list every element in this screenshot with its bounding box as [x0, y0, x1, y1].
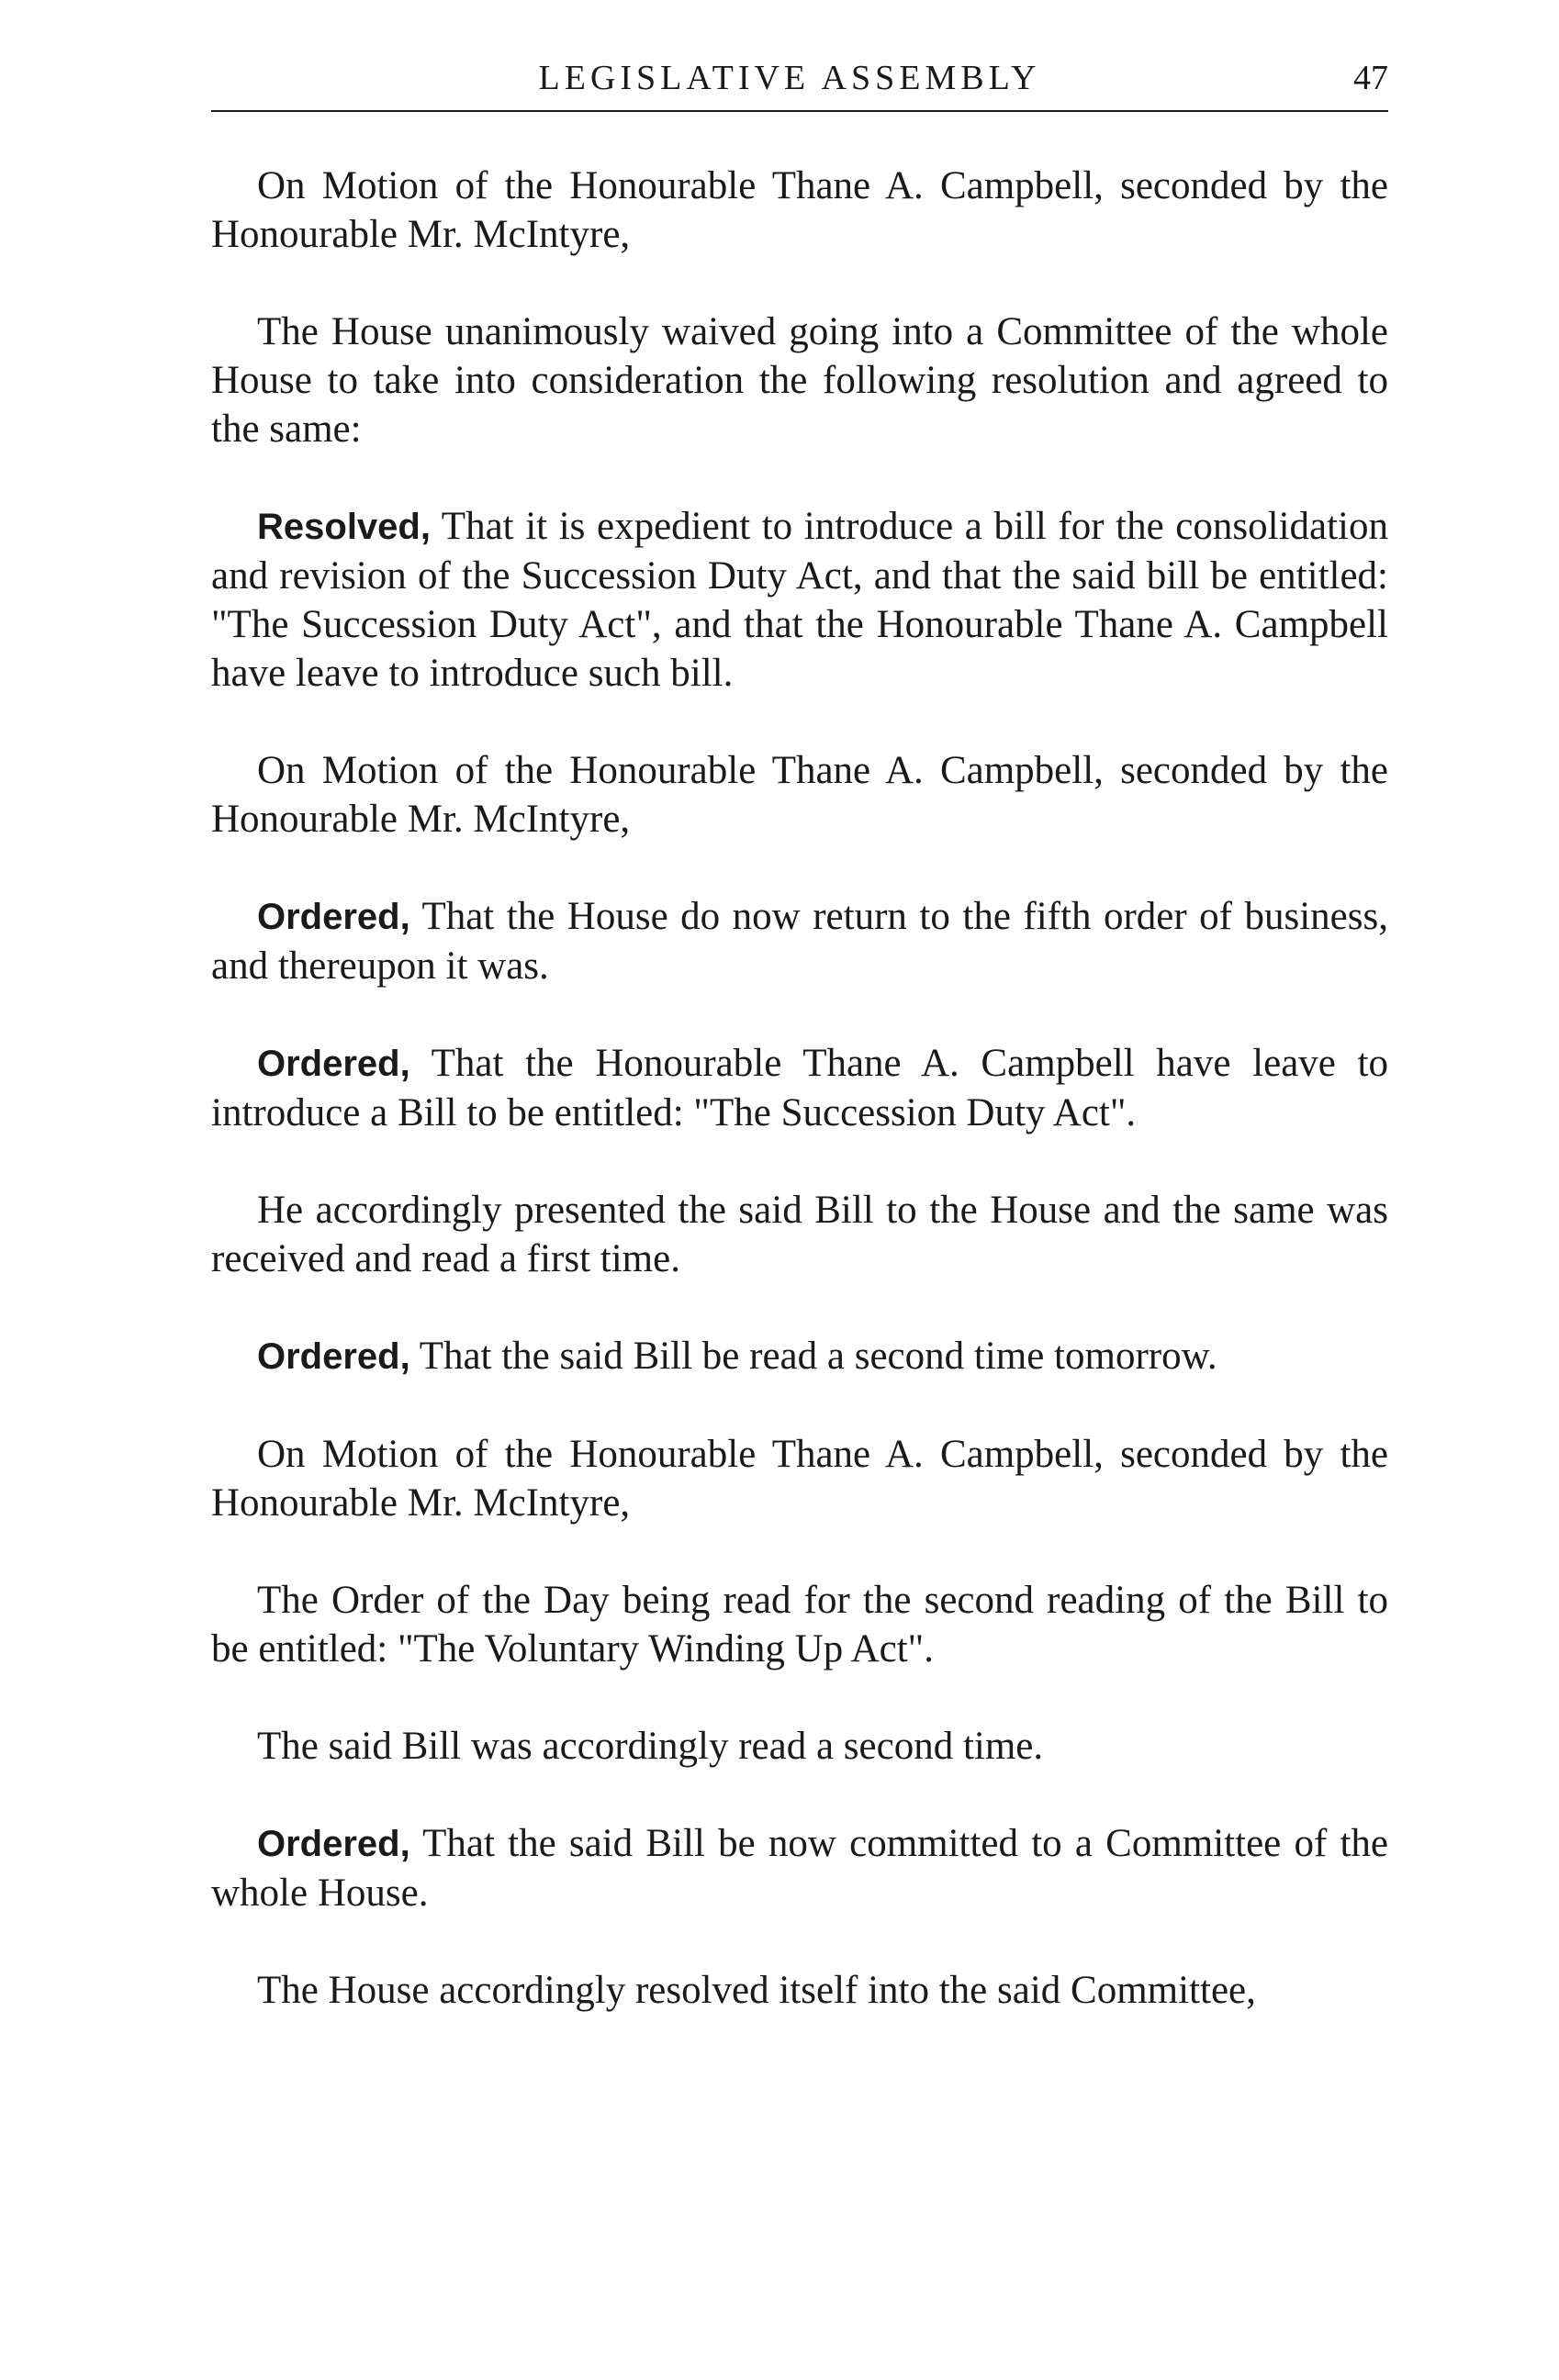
paragraph-text: The House unanimously waived going into a Committee of the whole House to take into consideration the following resolution and agreed to the same: — [211, 310, 1388, 451]
running-head: LEGISLATIVE ASSEMBLY — [538, 59, 1041, 97]
journal-body — [211, 162, 1388, 2063]
paragraph-first-reading — [211, 1186, 1388, 1283]
paragraph-text: On Motion of the Honourable Thane A. Campbell, seconded by the Honourable Mr. McIntyre, — [211, 1433, 1388, 1525]
paragraph-motion-2 — [211, 746, 1388, 844]
paragraph-ordered-leave — [211, 1039, 1388, 1137]
paragraph-text: The said Bill was accordingly read a second time. — [257, 1725, 1044, 1768]
paragraph-text: That the Honourable Thane A. Campbell have leave to introduce a Bill to be entitled: "The Succession Duty Act". — [211, 1042, 1388, 1134]
paragraph-motion-1 — [211, 162, 1388, 259]
paragraph-ordered-committed — [211, 1819, 1388, 1917]
paragraph-lead: Ordered, — [257, 1044, 410, 1084]
paragraph-text: That the House do now return to the fifth order of business, and thereupon it was. — [211, 895, 1388, 988]
paragraph-text: The Order of the Day being read for the second reading of the Bill to be entitled: "The Voluntary Winding Up Act". — [211, 1579, 1388, 1670]
header-rule — [211, 110, 1388, 112]
paragraph-text: That it is expedient to introduce a bill for the consolidation and revision of the Succession Duty Act, and that the said bill be entitled: "The Succession Duty Act", and that the Honourable Thane A. Campbell have leave to introduce such bill. — [211, 505, 1388, 695]
paragraph-lead: Ordered, — [257, 1824, 410, 1864]
paragraph-ordered-second-reading — [211, 1332, 1388, 1381]
paragraph-waived-committee — [211, 307, 1388, 453]
page-number: 47 — [1353, 59, 1388, 97]
paragraph-motion-3 — [211, 1430, 1388, 1527]
paragraph-ordered-fifth-order — [211, 892, 1388, 990]
paragraph-lead: Resolved, — [257, 507, 431, 547]
paragraph-lead: Ordered, — [257, 1336, 410, 1377]
paragraph-resolved — [211, 502, 1388, 698]
paragraph-lead: Ordered, — [257, 897, 410, 937]
paragraph-text: The House accordingly resolved itself into the said Committee, — [257, 1969, 1256, 2012]
paragraph-text: On Motion of the Honourable Thane A. Campbell, seconded by the Honourable Mr. McIntyre, — [211, 164, 1388, 256]
paragraph-text: That the said Bill be read a second time tomorrow. — [409, 1335, 1217, 1378]
page-header — [211, 57, 1388, 117]
paragraph-resolved-committee — [211, 1966, 1388, 2015]
paragraph-text: That the said Bill be now committed to a Committee of the whole House. — [211, 1822, 1388, 1915]
paragraph-text: He accordingly presented the said Bill to the House and the same was received and read a first time. — [211, 1189, 1388, 1280]
paragraph-second-time — [211, 1722, 1388, 1771]
paragraph-text: On Motion of the Honourable Thane A. Campbell, seconded by the Honourable Mr. McIntyre, — [211, 749, 1388, 841]
paragraph-order-of-day — [211, 1576, 1388, 1673]
